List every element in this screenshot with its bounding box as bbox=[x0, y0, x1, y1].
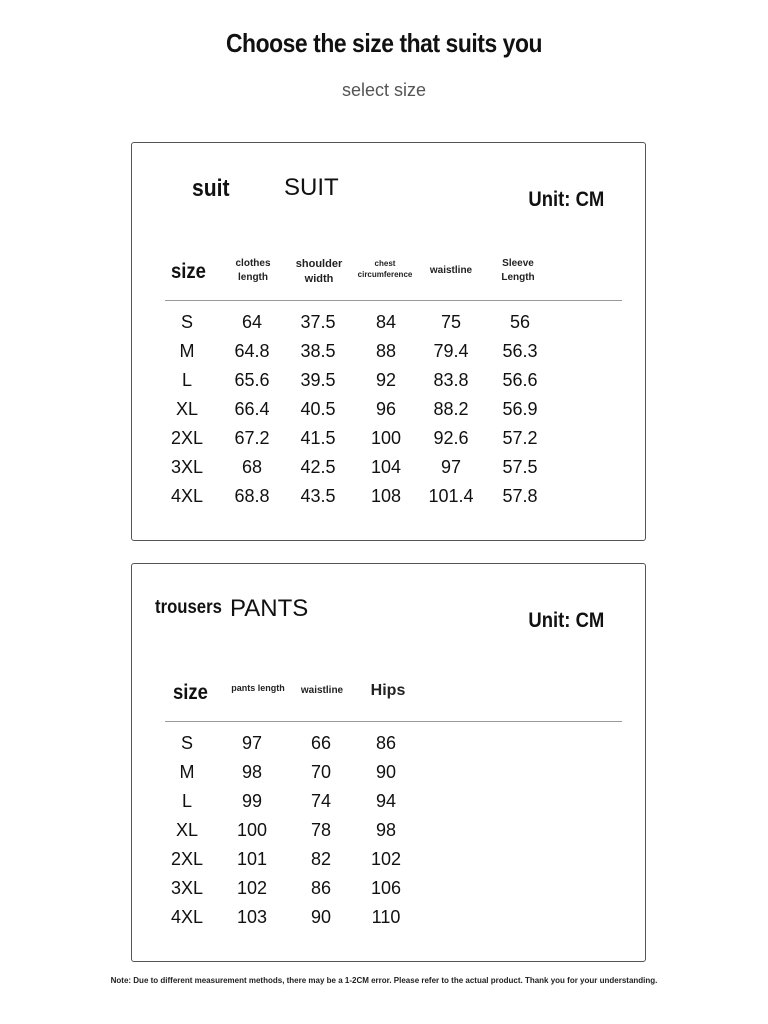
value-cell: 104 bbox=[370, 457, 402, 477]
suit-col-chest-line1: chest bbox=[374, 259, 396, 268]
value-cell: 86 bbox=[375, 733, 397, 753]
size-cell: M bbox=[179, 341, 195, 361]
value-cell: 79.4 bbox=[433, 341, 469, 361]
value-cell: 56.6 bbox=[502, 370, 538, 390]
table-row bbox=[132, 340, 645, 369]
suit-en-label: SUIT bbox=[284, 174, 339, 201]
value-cell: 43.5 bbox=[300, 486, 336, 506]
suit-col-clothes-length-line2: length bbox=[237, 271, 268, 283]
pants-header-divider bbox=[165, 721, 622, 722]
value-cell: 100 bbox=[236, 820, 268, 840]
suit-col-sleeve-length bbox=[501, 257, 534, 284]
value-cell: 90 bbox=[375, 762, 397, 782]
value-cell: 100 bbox=[370, 428, 402, 448]
table-row bbox=[132, 819, 645, 848]
size-cell: S bbox=[180, 733, 194, 753]
value-cell: 86 bbox=[310, 878, 332, 898]
suit-col-shoulder-width-line2: width bbox=[304, 272, 334, 285]
suit-header-divider bbox=[165, 300, 622, 301]
pants-size-card bbox=[131, 563, 646, 962]
value-cell: 98 bbox=[375, 820, 397, 840]
size-cell: S bbox=[180, 312, 194, 332]
table-row bbox=[132, 906, 645, 935]
pants-en-label: PANTS bbox=[230, 595, 309, 622]
measurement-note: Note: Due to different measurement methods, there may be a 1-2CM error. Please refer to the actual product. Thank you for your understanding. bbox=[110, 976, 658, 985]
value-cell: 70 bbox=[310, 762, 332, 782]
pants-size-header: size bbox=[173, 681, 208, 704]
suit-col-chest-line2: circumference bbox=[357, 269, 413, 279]
table-row bbox=[132, 761, 645, 790]
size-cell: 2XL bbox=[170, 428, 204, 448]
value-cell: 75 bbox=[440, 312, 462, 332]
value-cell: 37.5 bbox=[300, 312, 336, 332]
value-cell: 68 bbox=[241, 457, 263, 477]
pants-table-body bbox=[132, 732, 645, 935]
value-cell: 101 bbox=[236, 849, 268, 869]
value-cell: 90 bbox=[310, 907, 332, 927]
size-cell: M bbox=[179, 762, 195, 782]
value-cell: 67.2 bbox=[234, 428, 270, 448]
value-cell: 41.5 bbox=[300, 428, 336, 448]
value-cell: 84 bbox=[375, 312, 397, 332]
value-cell: 98 bbox=[241, 762, 263, 782]
value-cell: 74 bbox=[310, 791, 332, 811]
suit-col-sleeve-line2: Length bbox=[501, 271, 535, 283]
suit-size-header: size bbox=[171, 260, 206, 283]
value-cell: 38.5 bbox=[300, 341, 336, 361]
value-cell: 101.4 bbox=[428, 486, 474, 506]
size-cell: 4XL bbox=[170, 907, 204, 927]
value-cell: 110 bbox=[371, 907, 401, 927]
value-cell: 97 bbox=[241, 733, 263, 753]
pants-col-waistline bbox=[301, 684, 343, 698]
table-row bbox=[132, 848, 645, 877]
suit-col-waistline-line1: waistline bbox=[429, 265, 473, 276]
page-subtitle: select size bbox=[341, 80, 427, 100]
pants-col-hips bbox=[371, 680, 406, 702]
value-cell: 92 bbox=[375, 370, 397, 390]
table-row bbox=[132, 732, 645, 761]
suit-col-shoulder-width-line1: shoulder bbox=[295, 258, 343, 270]
size-cell: 2XL bbox=[170, 849, 204, 869]
suit-col-clothes-length bbox=[235, 257, 270, 284]
suit-col-sleeve-line1: Sleeve bbox=[502, 258, 534, 269]
value-cell: 88.2 bbox=[433, 399, 469, 419]
size-cell: L bbox=[181, 370, 193, 390]
value-cell: 96 bbox=[375, 399, 397, 419]
size-cell: 3XL bbox=[170, 878, 204, 898]
table-row bbox=[132, 398, 645, 427]
table-row bbox=[132, 456, 645, 485]
table-row bbox=[132, 485, 645, 514]
pants-unit: Unit: CM bbox=[528, 609, 604, 632]
value-cell: 42.5 bbox=[300, 457, 336, 477]
size-cell: 3XL bbox=[170, 457, 204, 477]
value-cell: 92.6 bbox=[433, 428, 469, 448]
suit-col-waistline bbox=[430, 264, 472, 278]
size-cell: XL bbox=[175, 399, 199, 419]
pants-col-pants-length bbox=[231, 682, 285, 694]
value-cell: 64 bbox=[241, 312, 263, 332]
value-cell: 108 bbox=[370, 486, 402, 506]
value-cell: 97 bbox=[440, 457, 462, 477]
suit-size-card bbox=[131, 142, 646, 541]
value-cell: 57.2 bbox=[502, 428, 538, 448]
value-cell: 56.9 bbox=[502, 399, 538, 419]
value-cell: 57.5 bbox=[502, 457, 538, 477]
page-title: Choose the size that suits you bbox=[225, 28, 543, 58]
table-row bbox=[132, 790, 645, 819]
pants-cn-label: trousers bbox=[155, 597, 222, 618]
suit-cn-label: suit bbox=[192, 175, 230, 202]
value-cell: 99 bbox=[241, 791, 263, 811]
suit-col-chest-circumference bbox=[358, 259, 413, 281]
value-cell: 66 bbox=[310, 733, 332, 753]
value-cell: 102 bbox=[236, 878, 268, 898]
value-cell: 102 bbox=[370, 849, 402, 869]
value-cell: 56 bbox=[509, 312, 531, 332]
value-cell: 82 bbox=[310, 849, 332, 869]
value-cell: 103 bbox=[236, 907, 268, 927]
value-cell: 94 bbox=[375, 791, 397, 811]
value-cell: 57.8 bbox=[502, 486, 538, 506]
suit-table-body bbox=[132, 311, 645, 514]
table-row bbox=[132, 311, 645, 340]
table-row bbox=[132, 369, 645, 398]
value-cell: 40.5 bbox=[300, 399, 336, 419]
size-cell: 4XL bbox=[170, 486, 204, 506]
table-row bbox=[132, 877, 645, 906]
suit-unit: Unit: CM bbox=[528, 188, 604, 211]
value-cell: 68.8 bbox=[234, 486, 270, 506]
suit-col-shoulder-width bbox=[296, 257, 342, 287]
size-cell: XL bbox=[175, 820, 199, 840]
size-cell: L bbox=[181, 791, 193, 811]
value-cell: 106 bbox=[370, 878, 402, 898]
value-cell: 39.5 bbox=[300, 370, 336, 390]
value-cell: 56.3 bbox=[502, 341, 538, 361]
pants-col-waistline-line1: waistline bbox=[300, 685, 344, 696]
pants-col-hips-line1: Hips bbox=[370, 682, 406, 699]
table-row bbox=[132, 427, 645, 456]
pants-col-pants-length-line1: pants length bbox=[231, 683, 285, 693]
suit-col-clothes-length-line1: clothes bbox=[235, 258, 271, 269]
value-cell: 65.6 bbox=[234, 370, 270, 390]
value-cell: 66.4 bbox=[234, 399, 270, 419]
value-cell: 64.8 bbox=[234, 341, 270, 361]
value-cell: 88 bbox=[375, 341, 397, 361]
value-cell: 83.8 bbox=[433, 370, 469, 390]
value-cell: 78 bbox=[310, 820, 332, 840]
